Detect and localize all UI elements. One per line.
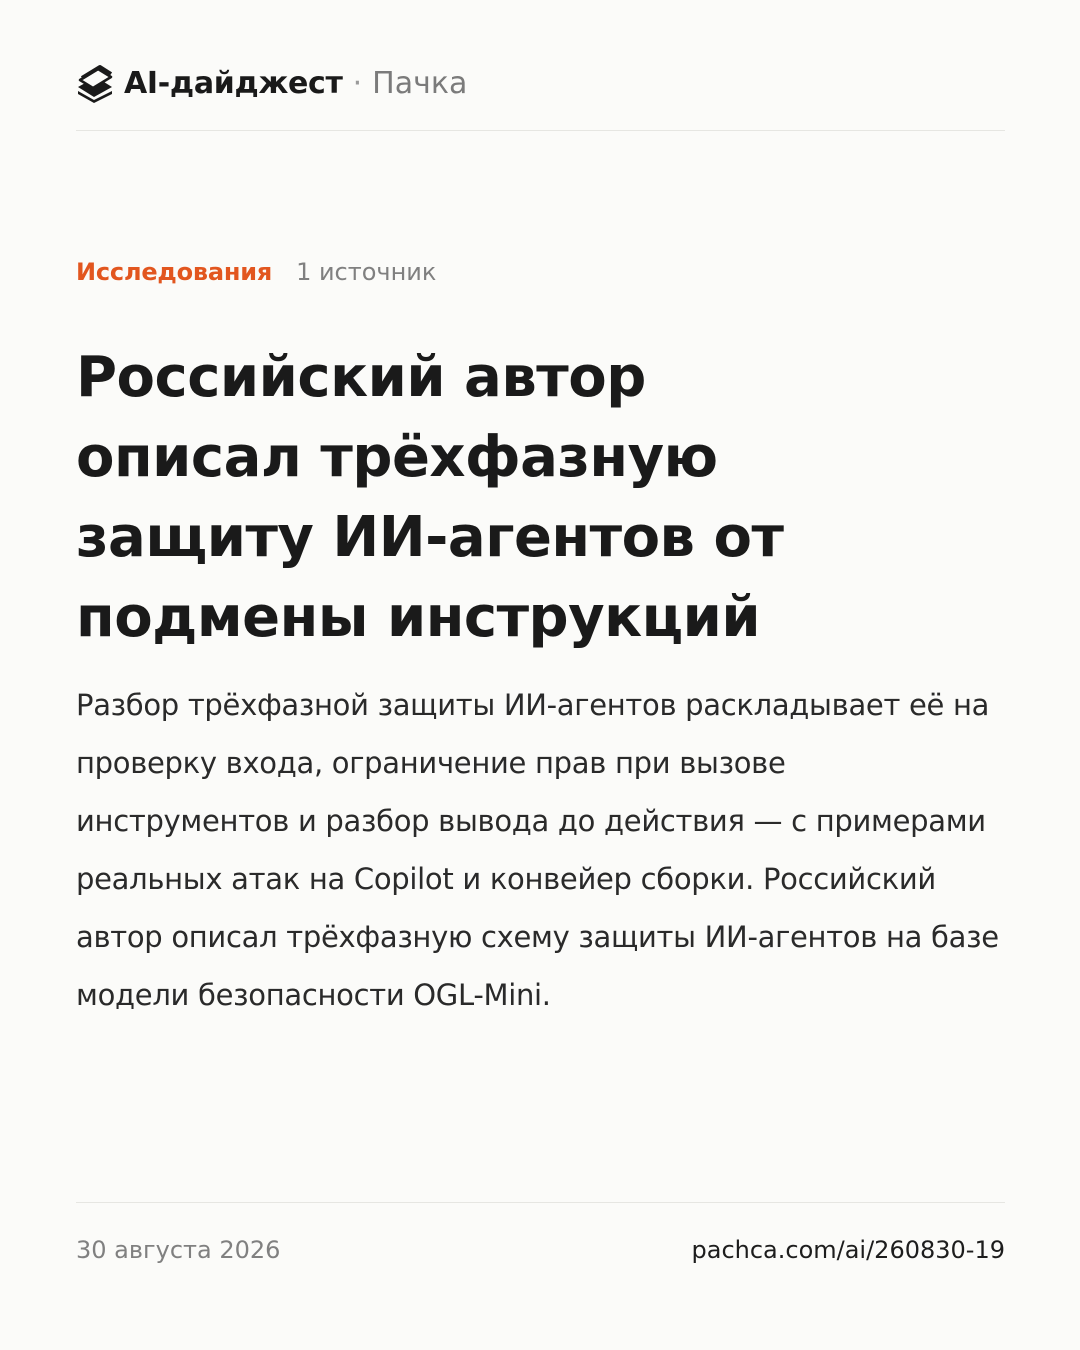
sources-count: 1 источник xyxy=(296,258,437,286)
digest-card xyxy=(76,0,1005,1350)
header-divider xyxy=(76,130,1005,131)
header-separator: · xyxy=(352,65,363,101)
article-title: Российский автор описал трёхфазную защиту ИИ-агентов от подмены инструкций xyxy=(76,345,784,650)
article-meta xyxy=(76,258,436,286)
footer-divider xyxy=(76,1202,1005,1203)
category-label[interactable]: Исследования xyxy=(76,258,273,286)
publish-date: 30 августа 2026 xyxy=(76,1236,281,1264)
article-link[interactable]: pachca.com/ai/260830-19 xyxy=(691,1236,1005,1264)
stacked-layers-icon xyxy=(76,63,114,103)
header xyxy=(76,58,467,108)
brand-name: AI-дайджест xyxy=(124,65,343,101)
article-body: Разбор трёхфазной защиты ИИ-агентов раскладывает её на проверку входа, ограничение прав при вызове инструментов и разбор вывода до действия — с примерами реальных атак на Copilot и конвейер сборки. Российский автор описал трёхфазную схему защиты ИИ-агентов на базе модели безопасности OGL-Mini. xyxy=(76,688,999,1012)
product-name: Пачка xyxy=(372,65,468,101)
